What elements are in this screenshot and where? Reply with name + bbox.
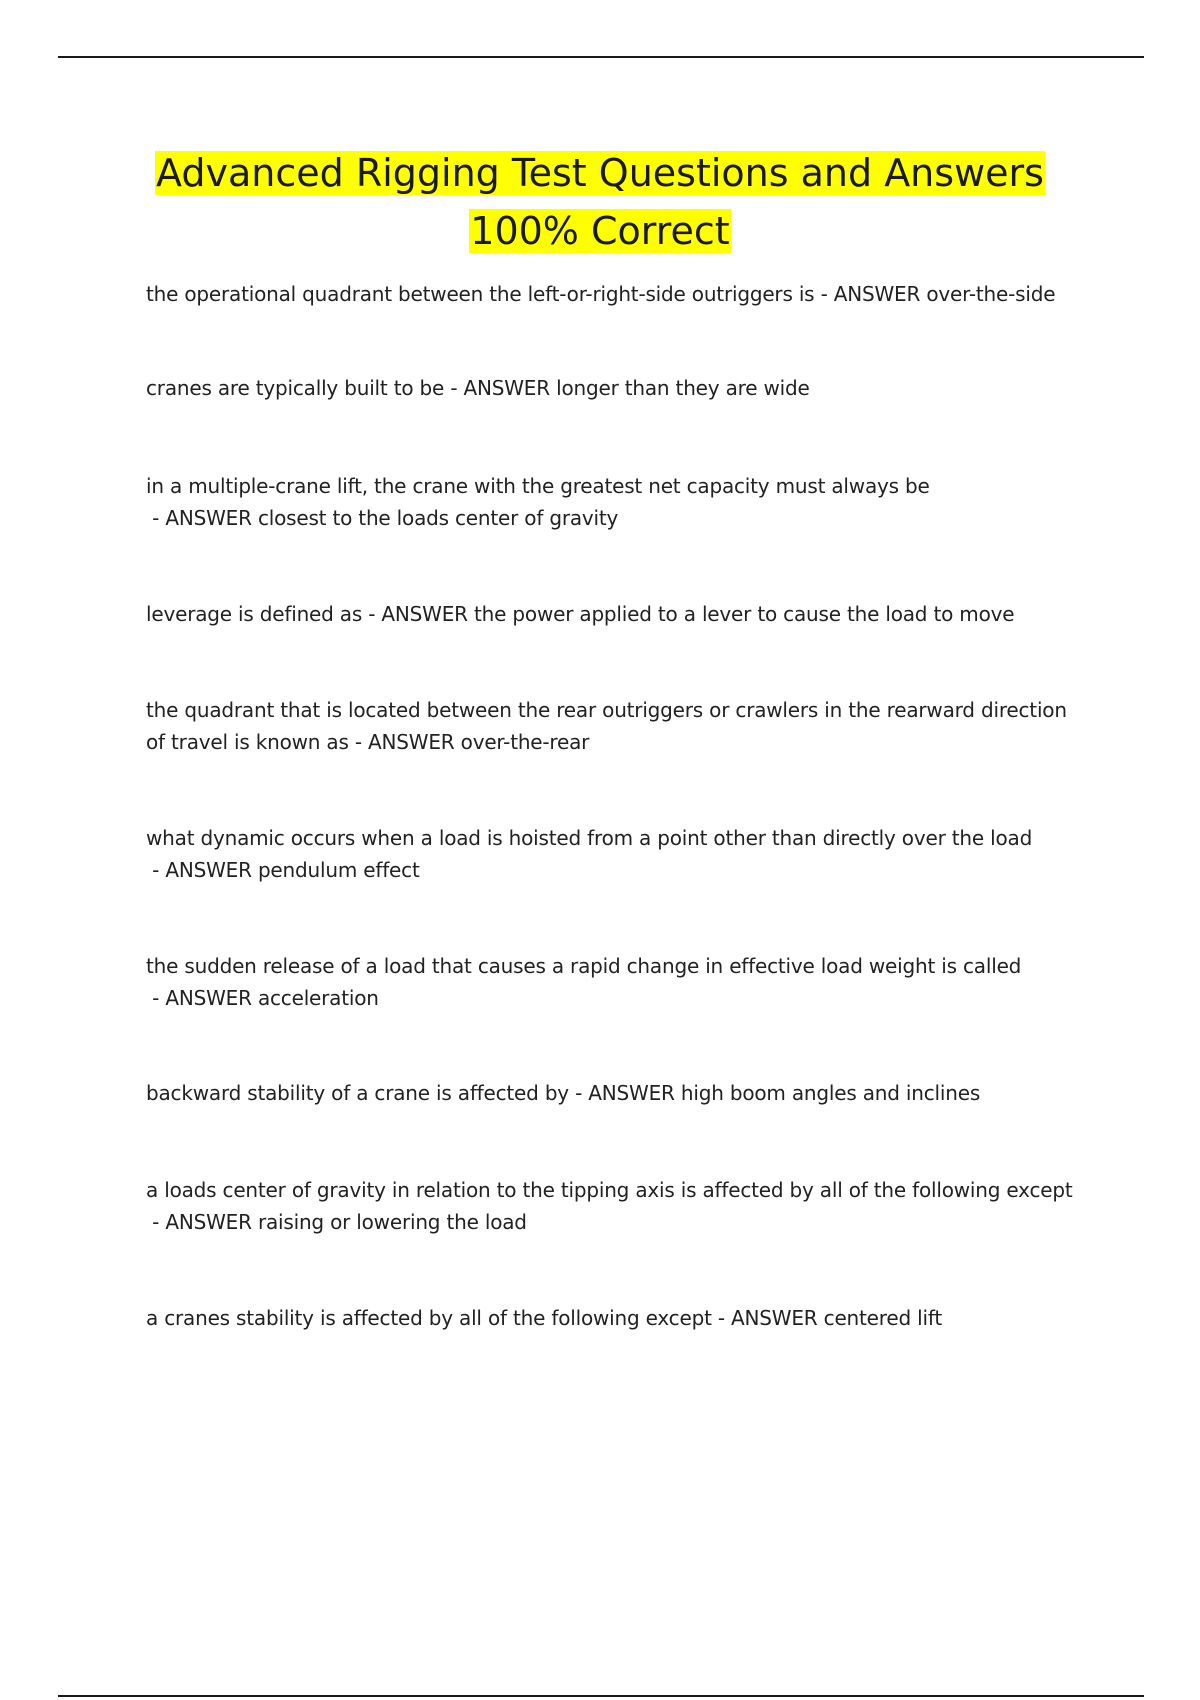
qa-item	[146, 598, 1086, 630]
question-text: the operational quadrant between the left-or-right-side outriggers is	[146, 282, 815, 306]
title-line-2: 100% Correct	[470, 209, 730, 253]
answer-separator: - ANSWER	[146, 1210, 258, 1234]
question-text: in a multiple-crane lift, the crane with the greatest net capacity must always be	[146, 474, 930, 498]
question-text: leverage is defined as	[146, 602, 363, 626]
answer-separator: - ANSWER	[362, 602, 475, 626]
answer-text: longer than they are wide	[556, 376, 810, 400]
question-text: a loads center of gravity in relation to the tipping axis is affected by all of the following except	[146, 1178, 1073, 1202]
qa-item	[146, 1302, 1086, 1334]
answer-separator: - ANSWER	[814, 282, 927, 306]
answer-separator: - ANSWER	[568, 1081, 681, 1105]
question-text: what dynamic occurs when a load is hoisted from a point other than directly over the load	[146, 826, 1033, 850]
qa-item	[146, 470, 1086, 534]
qa-item	[146, 694, 1086, 758]
answer-text: raising or lowering the load	[257, 1210, 527, 1234]
qa-item	[146, 950, 1086, 1014]
question-text: the sudden release of a load that causes a rapid change in effective load weight is called	[146, 954, 1022, 978]
qa-item	[146, 278, 1086, 310]
answer-text: centered lift	[823, 1306, 942, 1330]
answer-separator: - ANSWER	[444, 376, 557, 400]
answer-separator: - ANSWER	[146, 986, 258, 1010]
answer-text: over-the-rear	[460, 730, 590, 754]
top-rule	[58, 56, 1144, 58]
answer-text: closest to the loads center of gravity	[257, 506, 619, 530]
answer-text: the power applied to a lever to cause the load to move	[474, 602, 1015, 626]
answer-separator: - ANSWER	[146, 858, 258, 882]
qa-item	[146, 1077, 1086, 1109]
qa-item	[146, 822, 1086, 886]
question-text: a cranes stability is affected by all of the following except	[146, 1306, 712, 1330]
answer-text: acceleration	[257, 986, 379, 1010]
answer-text: pendulum effect	[257, 858, 420, 882]
question-text: the quadrant that is located between the rear outriggers or crawlers in the rearward direction of travel is known as	[146, 698, 1067, 754]
bottom-rule	[58, 1695, 1144, 1697]
answer-text: high boom angles and inclines	[680, 1081, 981, 1105]
answer-separator: - ANSWER	[348, 730, 461, 754]
qa-item	[146, 372, 1086, 404]
question-text: backward stability of a crane is affected by	[146, 1081, 569, 1105]
answer-separator: - ANSWER	[146, 506, 258, 530]
question-text: cranes are typically built to be	[146, 376, 445, 400]
qa-item	[146, 1174, 1086, 1238]
answer-separator: - ANSWER	[711, 1306, 824, 1330]
answer-text: over-the-side	[926, 282, 1056, 306]
page-title	[0, 144, 1200, 260]
title-line-1: Advanced Rigging Test Questions and Answers	[156, 151, 1044, 195]
